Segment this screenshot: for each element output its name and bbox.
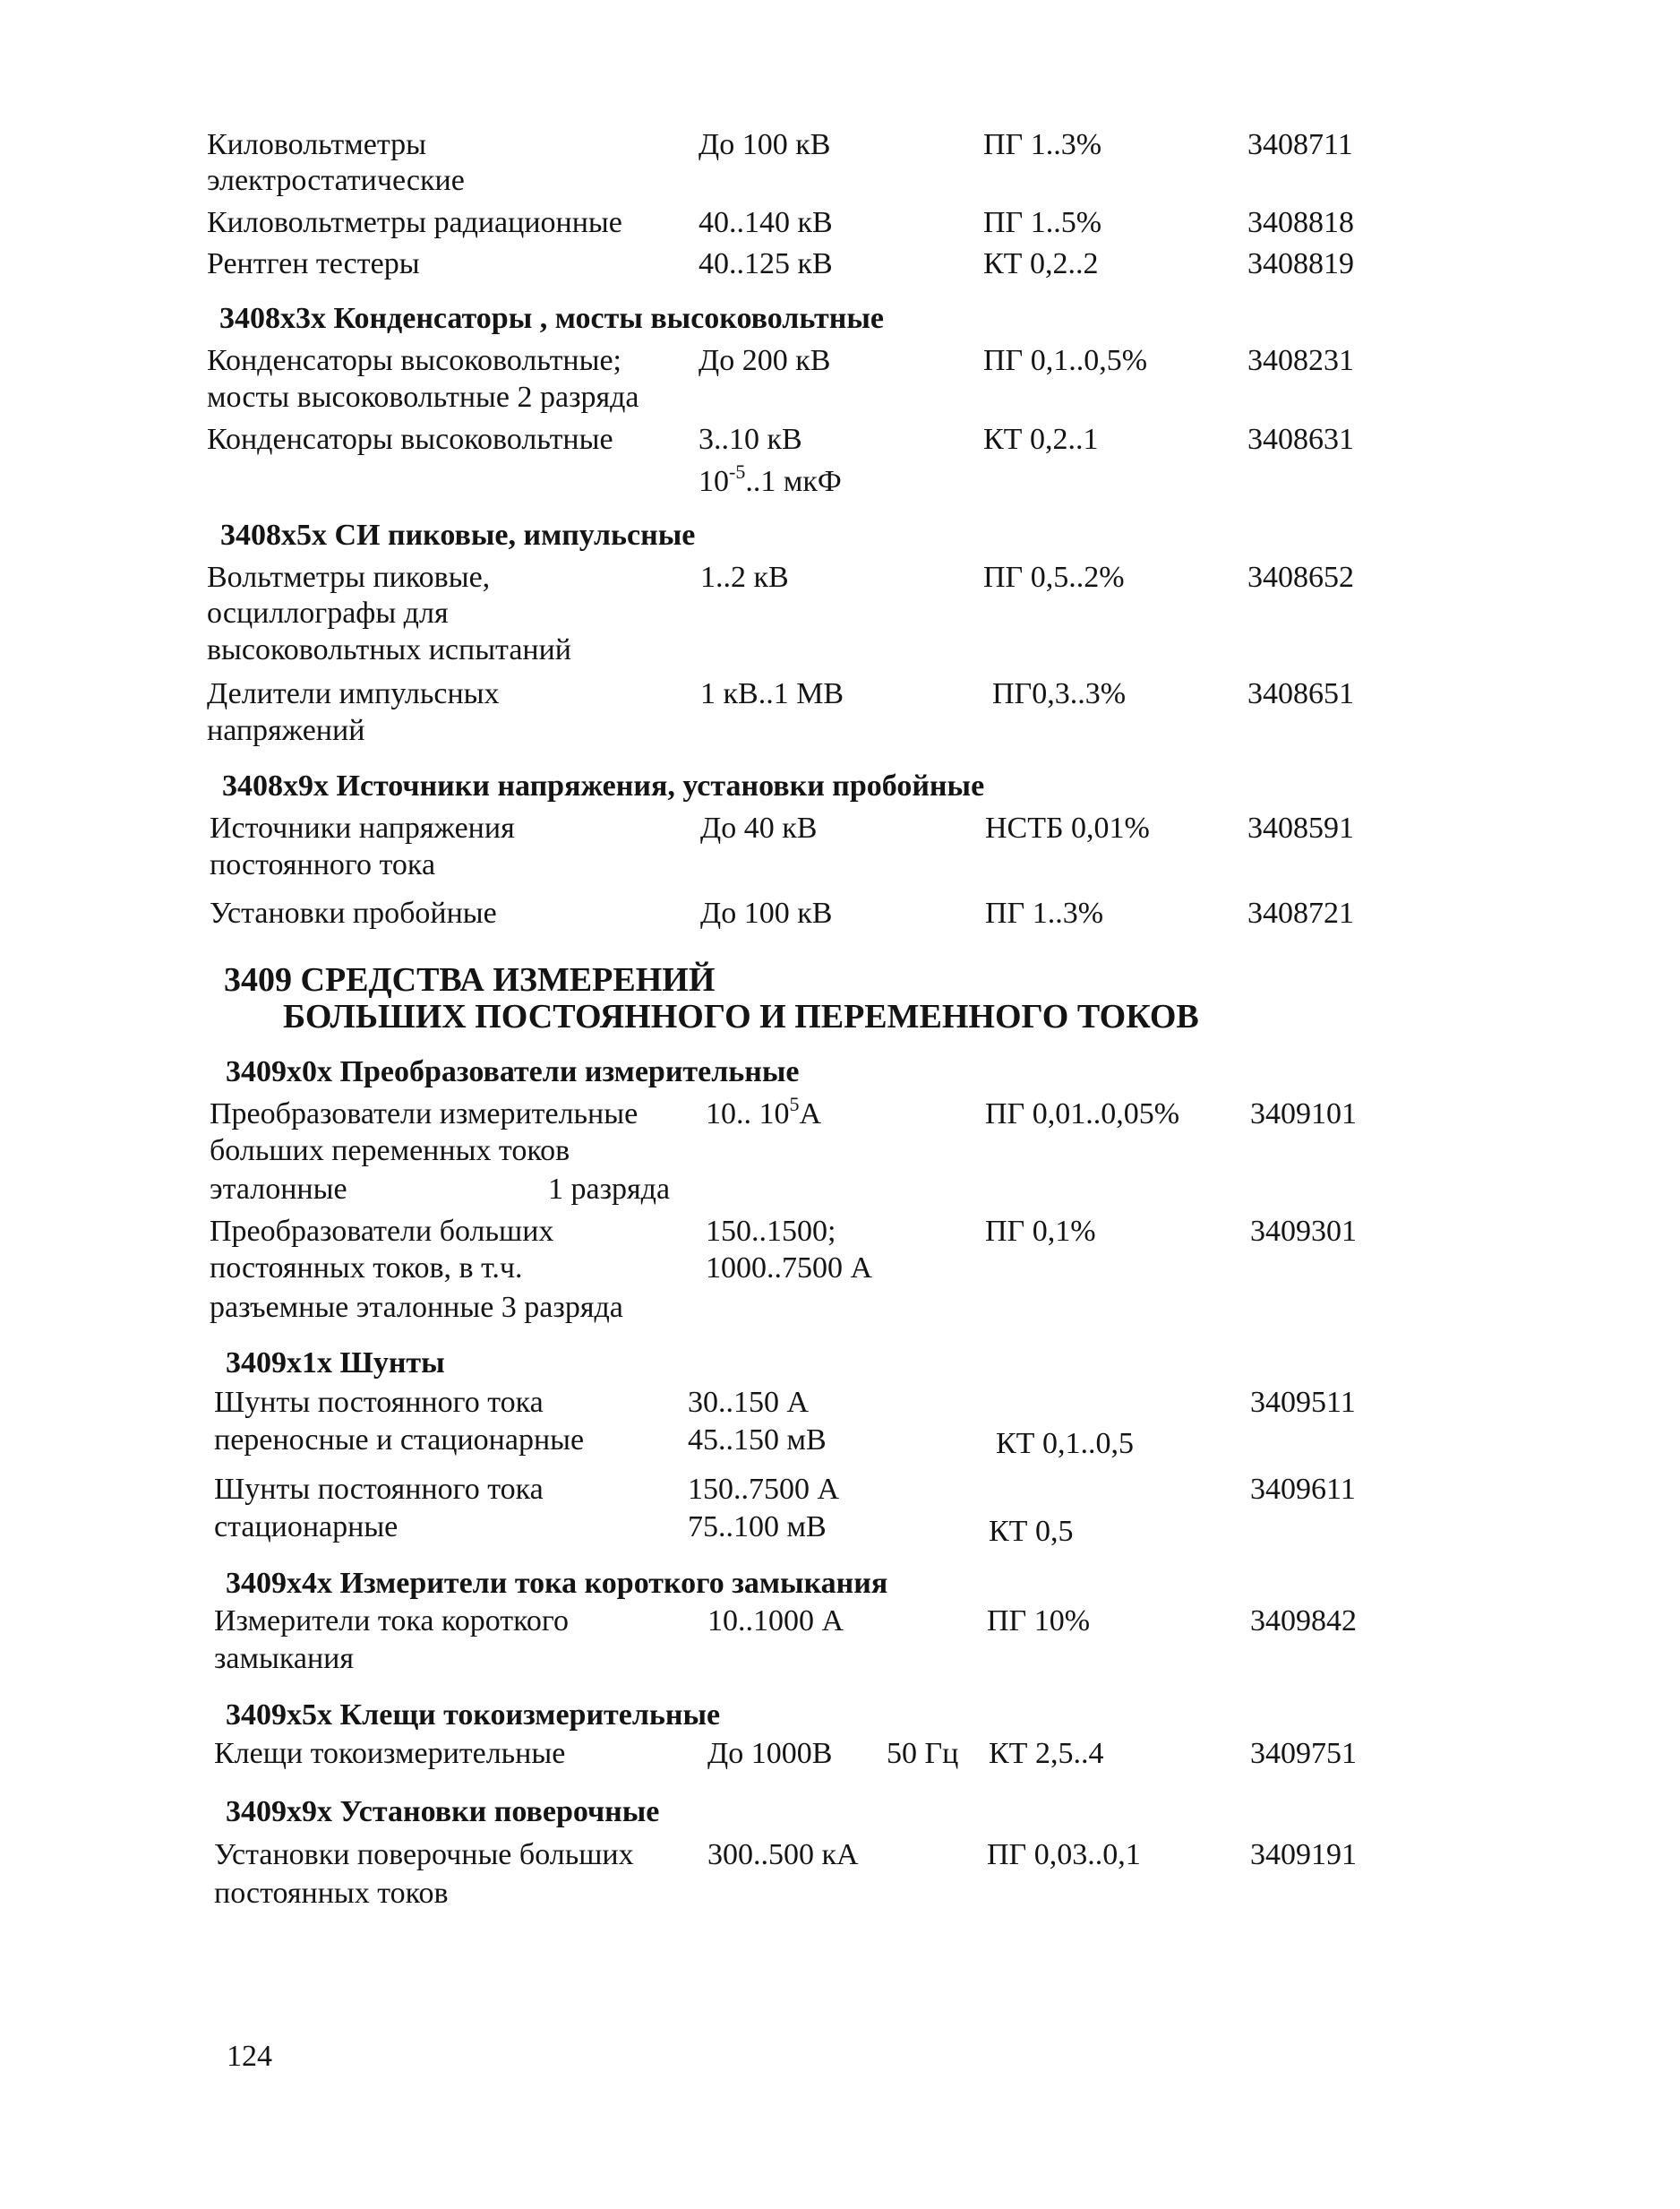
row-accuracy: ПГ 0,1..0,5% <box>983 344 1148 377</box>
row-accuracy: ПГ 1..5% <box>983 206 1102 239</box>
chapter-heading: 3409 СРЕДСТВА ИЗМЕРЕНИЙ <box>224 961 716 999</box>
row-range-cont: 1000..7500 А <box>706 1251 873 1285</box>
row-code: 3409842 <box>1250 1604 1357 1637</box>
row-accuracy: ПГ 0,01..0,05% <box>985 1097 1180 1130</box>
row-code: 3408711 <box>1247 128 1353 161</box>
row-frequency: 50 Гц <box>887 1737 959 1770</box>
row-name: Измерители тока короткого <box>214 1604 570 1637</box>
range-rest: А <box>799 1097 822 1130</box>
row-accuracy: ПГ0,3..3% <box>992 677 1127 710</box>
chapter-heading-cont: БОЛЬШИХ ПОСТОЯННОГО И ПЕРЕМЕННОГО ТОКОВ <box>283 998 1199 1036</box>
page-number: 124 <box>227 2040 272 2073</box>
row-code: 3409301 <box>1250 1215 1357 1248</box>
row-name: Установки пробойные <box>210 897 497 930</box>
row-code: 3408231 <box>1247 344 1354 377</box>
row-code: 3409611 <box>1250 1473 1356 1506</box>
row-name: Установки поверочные больших <box>214 1838 634 1871</box>
row-code: 3409511 <box>1250 1386 1356 1419</box>
row-name: Источники напряжения <box>210 812 515 845</box>
row-range: До 100 кВ <box>700 897 833 930</box>
row-range: 10..1000 А <box>707 1604 844 1637</box>
row-name: Рентген тестеры <box>207 247 420 280</box>
row-name-cont: напряжений <box>207 714 365 747</box>
section-heading: 3409х5х Клещи токоизмерительные <box>226 1698 721 1732</box>
row-name: Преобразователи измерительные <box>210 1097 639 1130</box>
row-accuracy: КТ 0,1..0,5 <box>996 1427 1134 1460</box>
row-name-cont: постоянных токов, в т.ч. <box>210 1251 523 1285</box>
row-name: Киловольтметры <box>207 128 426 161</box>
section-heading: 3409х1х Шунты <box>226 1346 445 1380</box>
row-range: 300..500 кА <box>707 1838 859 1871</box>
row-accuracy: ПГ 1..3% <box>983 128 1102 161</box>
row-accuracy: КТ 0,5 <box>989 1515 1074 1548</box>
row-range: До 1000В <box>707 1737 833 1770</box>
range-exponent: 5 <box>789 1093 800 1115</box>
range-base: 10 <box>699 465 729 498</box>
row-range: 150..7500 А <box>688 1473 840 1506</box>
row-name: Клещи токоизмерительные <box>214 1737 566 1770</box>
row-name: Киловольтметры радиационные <box>207 206 622 239</box>
row-code: 3408721 <box>1247 897 1354 930</box>
range-base: 10.. 10 <box>706 1097 790 1130</box>
row-range: 40..125 кВ <box>699 247 833 280</box>
row-name: Делители импульсных <box>207 677 500 710</box>
row-name-cont: эталонные <box>210 1173 347 1206</box>
row-name: Шунты постоянного тока <box>214 1386 544 1419</box>
row-range-cont <box>699 460 842 500</box>
row-name: Преобразователи больших <box>210 1215 554 1248</box>
row-accuracy: ПГ 10% <box>987 1604 1091 1637</box>
row-range: 1 кВ..1 МВ <box>700 677 844 710</box>
row-accuracy: ПГ 1..3% <box>985 897 1104 930</box>
row-name: Шунты постоянного тока <box>214 1473 544 1506</box>
section-heading: 3409х4х Измерители тока короткого замыкания <box>226 1567 888 1600</box>
row-name-cont: осциллографы для <box>207 597 449 630</box>
row-name-cont: высоковольтных испытаний <box>207 633 572 666</box>
row-name-cont: замыкания <box>214 1642 355 1675</box>
row-code: 3408631 <box>1247 423 1354 456</box>
row-accuracy: КТ 2,5..4 <box>989 1737 1104 1770</box>
row-range: 30..150 А <box>688 1386 810 1419</box>
row-code: 3409101 <box>1250 1097 1357 1130</box>
row-name: Конденсаторы высоковольтные; <box>207 344 622 377</box>
row-range: 3..10 кВ <box>699 423 802 456</box>
row-range: 1..2 кВ <box>700 561 789 594</box>
row-range: До 200 кВ <box>699 344 831 377</box>
range-exponent: -5 <box>729 460 746 483</box>
section-heading: 3408х5х СИ пиковые, импульсные <box>220 519 696 552</box>
section-heading: 3408х3х Конденсаторы , мосты высоковольтные <box>219 302 884 335</box>
row-accuracy: КТ 0,2..1 <box>983 423 1099 456</box>
row-name-cont: больших переменных токов <box>210 1134 570 1167</box>
row-name: Вольтметры пиковые, <box>207 561 491 594</box>
row-accuracy: КТ 0,2..2 <box>983 247 1099 280</box>
section-heading: 3409х0х Преобразователи измерительные <box>226 1055 800 1088</box>
row-code: 3408818 <box>1247 206 1354 239</box>
row-range: До 40 кВ <box>700 812 818 845</box>
row-code: 3408651 <box>1247 677 1354 710</box>
row-code: 3409191 <box>1250 1838 1357 1871</box>
row-range-cont: 45..150 мВ <box>688 1423 827 1457</box>
row-range-cont: 75..100 мВ <box>688 1510 827 1543</box>
row-range <box>706 1093 822 1132</box>
row-range: 150..1500; <box>706 1215 836 1248</box>
row-name-cont: мосты высоковольтные 2 разряда <box>207 381 639 414</box>
row-name-cont: стационарные <box>214 1510 399 1543</box>
row-accuracy: НСТБ 0,01% <box>985 812 1150 845</box>
row-class: 1 разряда <box>548 1173 671 1206</box>
row-name: Конденсаторы высоковольтные <box>207 423 613 456</box>
row-range: До 100 кВ <box>699 128 831 161</box>
row-range: 40..140 кВ <box>699 206 833 239</box>
row-name-cont: постоянных токов <box>214 1877 449 1910</box>
row-accuracy: ПГ 0,1% <box>985 1215 1096 1248</box>
row-code: 3408591 <box>1247 812 1354 845</box>
row-name-cont: переносные и стационарные <box>214 1423 585 1457</box>
row-accuracy: ПГ 0,03..0,1 <box>987 1838 1141 1871</box>
row-name-cont: разъемные эталонные 3 разряда <box>210 1291 623 1324</box>
row-code: 3409751 <box>1250 1737 1357 1770</box>
row-accuracy: ПГ 0,5..2% <box>983 561 1125 594</box>
row-name-cont: постоянного тока <box>210 848 436 881</box>
row-code: 3408819 <box>1247 247 1354 280</box>
section-heading: 3408х9х Источники напряжения, установки пробойные <box>222 769 985 803</box>
row-name-cont: электростатические <box>207 164 465 197</box>
section-heading: 3409х9х Установки поверочные <box>226 1795 660 1828</box>
row-code: 3408652 <box>1247 561 1354 594</box>
range-rest: ..1 мкФ <box>745 465 842 498</box>
